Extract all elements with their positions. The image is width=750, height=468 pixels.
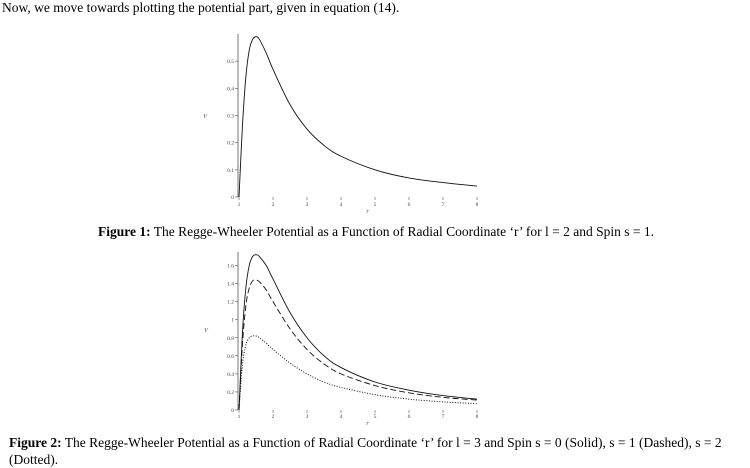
- figure-1-caption: [98, 223, 654, 240]
- fig2-x-tick-label: 1: [237, 414, 241, 420]
- fig2-y-tick-label: 0.8: [227, 335, 234, 342]
- fig1-y-tick-label: 0.4: [227, 86, 234, 93]
- fig2-y-tick-label: 1.6: [227, 263, 234, 270]
- fig1-y-tick-label: 0.2: [227, 140, 234, 147]
- fig2-series-solid: [239, 255, 477, 410]
- fig2-series-dotted: [239, 336, 477, 410]
- figure-2-caption-text: The Regge-Wheeler Potential as a Function of Radial Coordinate ‘r’ for l = 3 and Spin s = 0 (Solid), s = 1 (Dashed), s = 2 (Dotted).: [9, 435, 722, 467]
- fig2-y-tick-label: 0: [231, 408, 234, 414]
- fig2-x-tick-label: 5: [373, 414, 377, 420]
- fig2-y-tick-label: 0.4: [227, 371, 234, 378]
- fig1-y-tick-label: 0.1: [227, 167, 234, 174]
- fig1-x-axis-label: r: [366, 209, 369, 215]
- fig2-y-tick-label: 0.2: [227, 389, 234, 396]
- fig2-y-axis-label: V: [204, 328, 208, 334]
- fig2-x-tick-label: 8: [475, 414, 479, 420]
- fig1-x-tick-label: 4: [339, 202, 343, 208]
- intro-paragraph: Now, we move towards plotting the potential part, given in equation (14).: [2, 0, 400, 15]
- fig1-x-tick-label: 3: [305, 202, 309, 208]
- fig2-y-tick-label: 1: [231, 317, 234, 324]
- fig1-y-tick-label: 0: [231, 195, 234, 201]
- figure-1-caption-text: The Regge-Wheeler Potential as a Function of Radial Coordinate ‘r’ for l = 2 and Spin s = 1.: [150, 224, 654, 239]
- fig1-x-tick-label: 2: [271, 202, 275, 208]
- figure-2-caption: [9, 434, 744, 468]
- fig1-series-solid: [239, 37, 477, 197]
- fig2-x-tick-label: 7: [441, 414, 445, 420]
- fig2-y-tick-label: 1.2: [227, 299, 234, 306]
- fig2-x-tick-label: 2: [271, 414, 275, 420]
- fig2-y-tick-label: 1.4: [227, 281, 234, 288]
- fig2-y-tick-label: 0.6: [227, 353, 234, 360]
- fig2-x-tick-label: 4: [339, 414, 343, 420]
- fig1-x-tick-label: 5: [373, 202, 377, 208]
- fig1-x-tick-label: 8: [475, 202, 479, 208]
- fig2-x-axis-label: r: [366, 421, 369, 427]
- fig2-x-tick-label: 6: [407, 414, 411, 420]
- fig2-x-tick-label: 3: [305, 414, 309, 420]
- fig2-series-dashed: [239, 280, 477, 410]
- fig1-y-tick-label: 0.3: [227, 113, 234, 120]
- fig1-x-tick-label: 7: [441, 202, 445, 208]
- fig1-x-tick-label: 1: [237, 202, 241, 208]
- fig1-x-tick-label: 6: [407, 202, 411, 208]
- figure-2-label: Figure 2:: [9, 435, 62, 450]
- fig1-y-axis-label: V: [203, 114, 207, 120]
- fig1-y-tick-label: 0.5: [227, 59, 234, 66]
- figure-1-label: Figure 1:: [98, 224, 151, 239]
